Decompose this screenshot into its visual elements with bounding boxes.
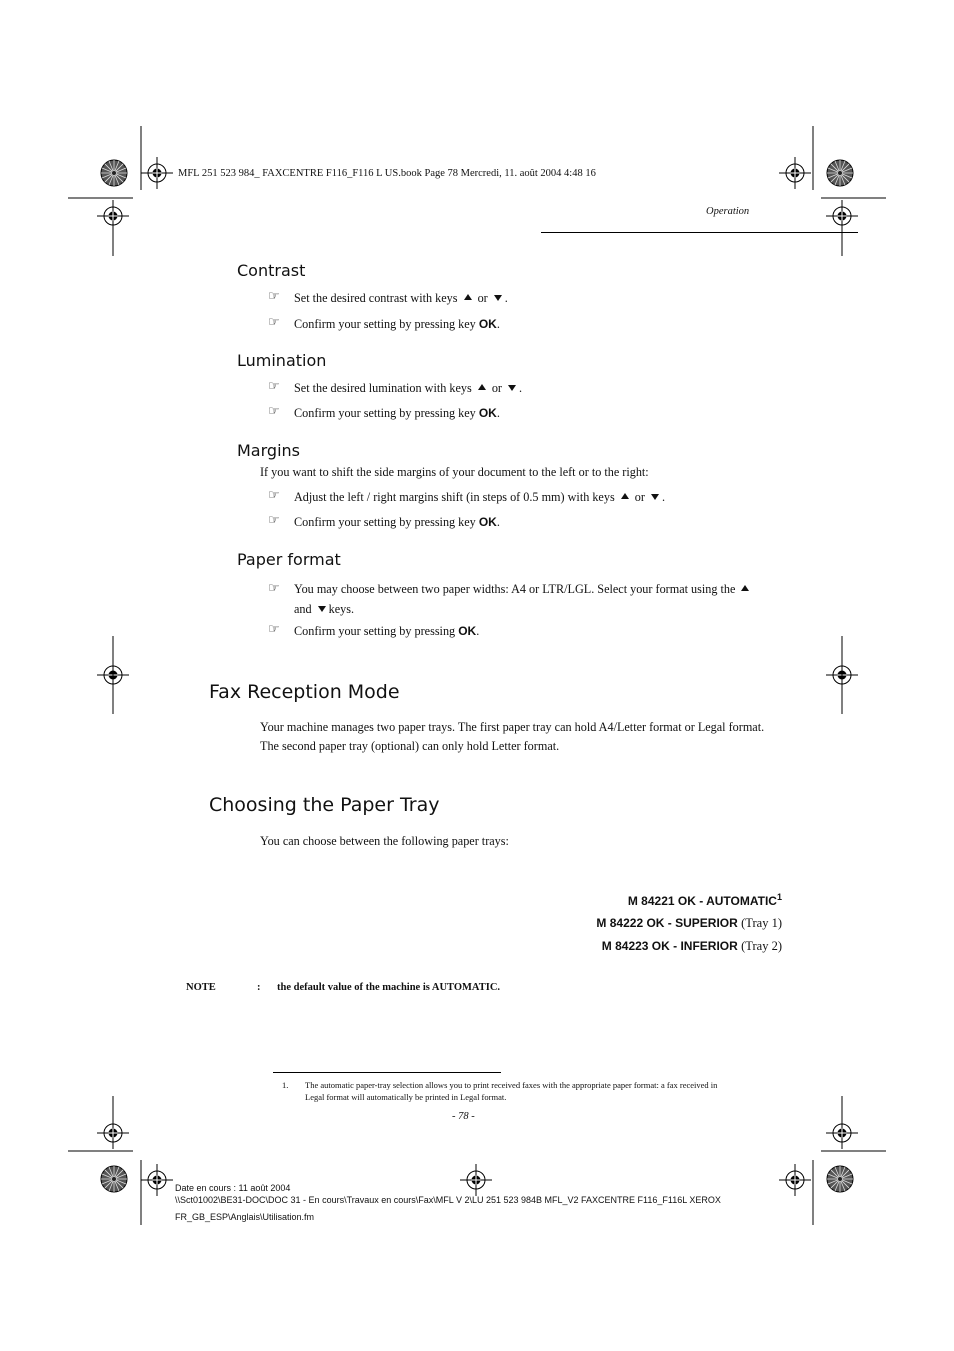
pointing-hand-icon: ☞: [268, 404, 280, 419]
ok-key-label: OK: [478, 406, 497, 420]
up-arrow-key-icon: [464, 294, 472, 300]
registration-mark-icon: [141, 157, 173, 189]
registration-mark-icon: [826, 200, 858, 232]
registration-mark-icon: [779, 1164, 811, 1196]
up-arrow-key-icon: [621, 493, 629, 499]
print-footer-date: Date en cours : 11 août 2004: [175, 1183, 291, 1193]
down-arrow-key-icon: [651, 494, 659, 500]
footnote-rule: [273, 1072, 501, 1073]
section-title-contrast: Contrast: [237, 261, 306, 280]
section-title-lumination: Lumination: [237, 351, 327, 370]
bullet-lumination-2: ☞ Confirm your setting by pressing key OK.: [268, 404, 500, 420]
registration-mark-icon: [97, 200, 129, 232]
pointing-hand-icon: ☞: [268, 289, 280, 304]
bullet-margins-2: ☞ Confirm your setting by pressing key OK.: [268, 513, 500, 529]
footnote-line-2: Legal format will automatically be printed in Legal format.: [305, 1092, 507, 1102]
bullet-paper-format-1: ☞ You may choose between two paper widths: A4 or LTR/LGL. Select your format using the and keys.: [294, 579, 794, 619]
starburst-target-icon: [827, 1166, 853, 1192]
pointing-hand-icon: ☞: [268, 622, 280, 637]
starburst-target-icon: [101, 1166, 127, 1192]
registration-mark-icon: [779, 157, 811, 189]
print-footer-file: FR_GB_ESP\Anglais\Utilisation.fm: [175, 1212, 315, 1222]
bullet-contrast-2: ☞ Confirm your setting by pressing key OK.: [268, 315, 500, 331]
down-arrow-key-icon: [318, 606, 326, 612]
section-title-margins: Margins: [237, 441, 300, 460]
ok-key-label: OK: [458, 624, 477, 638]
ok-key-label: OK: [478, 317, 497, 331]
down-arrow-key-icon: [508, 385, 516, 391]
registration-mark-icon: [460, 1164, 492, 1196]
paper-tray-intro: You can choose between the following paper trays:: [260, 834, 509, 848]
bullet-margins-1: ☞ Adjust the left / right margins shift (in steps of 0.5 mm) with keys or .: [268, 488, 666, 504]
bullet-lumination-1: ☞ Set the desired lumination with keys or .: [268, 379, 523, 395]
up-arrow-key-icon: [741, 585, 749, 591]
registration-mark-icon: [141, 1164, 173, 1196]
footnote-line-1: The automatic paper-tray selection allows you to print received faxes with the appropriate paper format: a fax received in: [305, 1080, 718, 1090]
heading-fax-reception-mode: Fax Reception Mode: [209, 681, 400, 703]
note-label: NOTE: [186, 982, 216, 993]
starburst-target-icon: [101, 160, 127, 186]
pointing-hand-icon: ☞: [268, 379, 280, 394]
note-text: the default value of the machine is AUTOMATIC.: [277, 982, 501, 993]
footnote-number: 1.: [282, 1080, 289, 1090]
running-header: Operation: [706, 206, 750, 217]
header-rule: [541, 232, 858, 233]
section-title-paper-format: Paper format: [237, 550, 341, 569]
up-arrow-key-icon: [478, 384, 486, 390]
margins-intro: If you want to shift the side margins of your document to the left or to the right:: [260, 465, 649, 479]
fax-reception-line-1: Your machine manages two paper trays. The first paper tray can hold A4/Letter format or Legal format.: [260, 720, 765, 734]
menu-option-superior: M 84222 OK - SUPERIOR (Tray 1): [596, 916, 782, 930]
starburst-target-icon: [827, 160, 853, 186]
pointing-hand-icon: ☞: [268, 315, 280, 330]
bullet-contrast-1: ☞ Set the desired contrast with keys or .: [268, 289, 508, 305]
heading-choosing-paper-tray: Choosing the Paper Tray: [209, 794, 440, 816]
print-footer-path: \\Sct01002\BE31-DOC\DOC 31 - En cours\Travaux en cours\Fax\MFL V 2\LU 251 523 984B MFL_V2 FAXCENTRE F116_F116L XEROX: [175, 1195, 721, 1205]
ok-key-label: OK: [478, 515, 497, 529]
pointing-hand-icon: ☞: [268, 581, 280, 596]
pointing-hand-icon: ☞: [268, 513, 280, 528]
pointing-hand-icon: ☞: [268, 488, 280, 503]
bullet-paper-format-2: ☞ Confirm your setting by pressing OK.: [268, 622, 480, 638]
menu-option-automatic: M 84221 OK - AUTOMATIC$^1$: [627, 892, 782, 908]
menu-option-inferior: M 84223 OK - INFERIOR (Tray 2): [601, 939, 782, 953]
down-arrow-key-icon: [494, 295, 502, 301]
fax-reception-line-2: The second paper tray (optional) can only hold Letter format.: [260, 739, 560, 753]
note-colon: :: [257, 982, 261, 993]
page-number: - 78 -: [452, 1111, 475, 1122]
print-header: MFL 251 523 984_ FAXCENTRE F116_F116 L US.book Page 78 Mercredi, 11. août 2004 4:48 16: [178, 168, 596, 179]
